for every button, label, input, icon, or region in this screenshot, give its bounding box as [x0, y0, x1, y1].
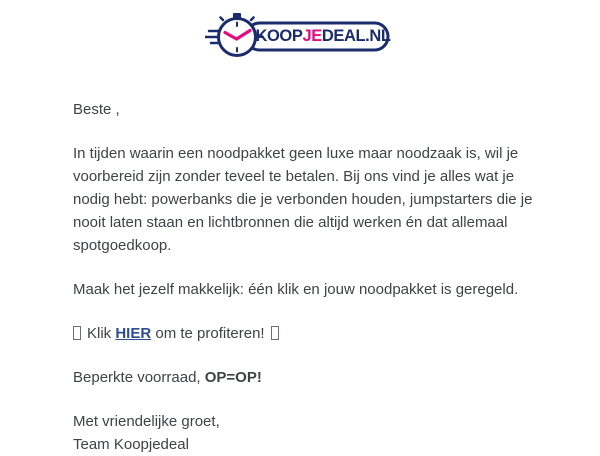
cta-suffix: om te profiteren!: [151, 325, 265, 342]
logo-text-deal-nl: DEAL.NL: [321, 27, 391, 45]
missing-glyph-box-icon: [73, 326, 81, 340]
paragraph-line: nooit laten staan en lichtbronnen die altijd werken én dat allemaal: [73, 214, 508, 231]
paragraph-easy: Maak het jezelf makkelijk: één klik en jouw noodpakket is geregeld.: [73, 281, 519, 298]
logo-text-koop: KOOP: [255, 27, 303, 45]
signature-line: Team Koopjedeal: [73, 436, 189, 453]
stock-line: [73, 366, 527, 389]
greeting: Beste ,: [73, 101, 120, 118]
logo-text-je: JE: [302, 27, 322, 45]
stock-op-op: OP=OP!: [204, 369, 262, 386]
cta-hier-link[interactable]: HIER: [115, 325, 152, 342]
paragraph-line: voorbereid zijn zonder teveel te betalen. Bij ons vind je alles wat je: [73, 168, 515, 185]
stock-text: Beperkte voorraad,: [73, 369, 205, 386]
signature-line: Met vriendelijke groet,: [73, 413, 220, 430]
signature: [73, 410, 527, 456]
paragraph-line: spotgoedkoop.: [73, 237, 172, 254]
cta-line: [73, 322, 527, 345]
email-text: [0, 98, 600, 456]
logo-wordmark: [255, 23, 391, 50]
cta-prefix: Klik: [87, 325, 116, 342]
missing-glyph-box-icon: [271, 326, 279, 340]
koopjedeal-logo: [205, 12, 395, 62]
paragraph-line: In tijden waarin een noodpakket geen luxe maar noodzaak is, wil je: [73, 145, 519, 162]
paragraph-intro: [73, 142, 533, 257]
paragraph-line: nodig hebt: powerbanks die je verbonden houden, jumpstarters die je: [73, 191, 533, 208]
